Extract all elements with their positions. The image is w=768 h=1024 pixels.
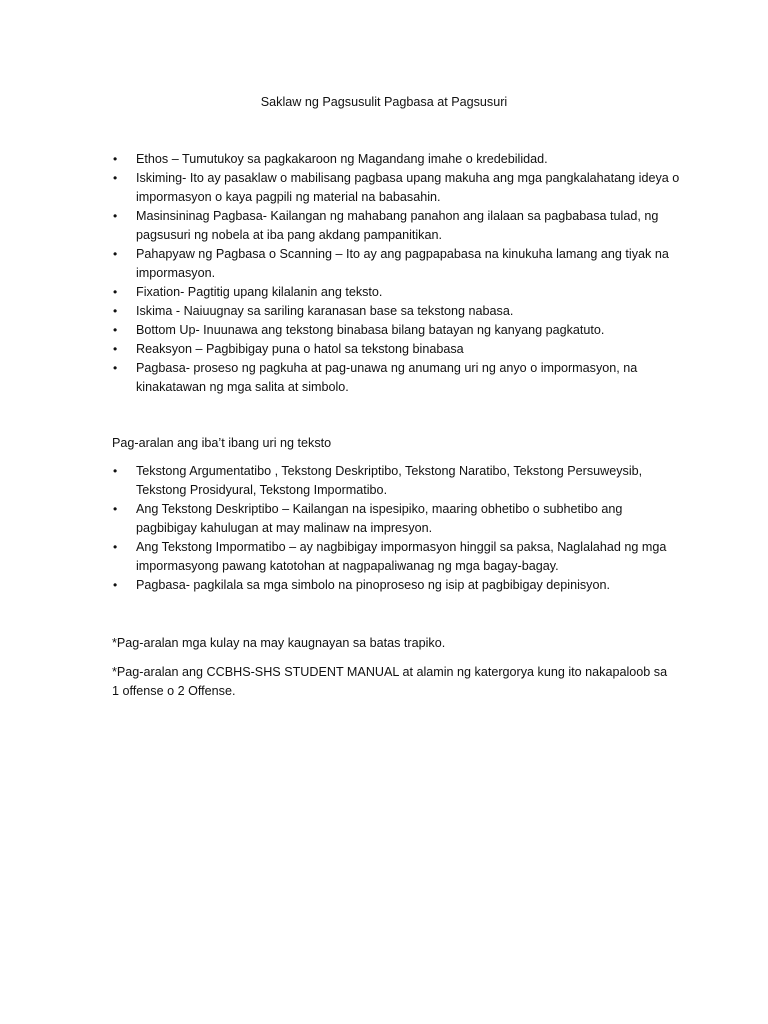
bullet-icon: • xyxy=(113,502,118,516)
list-item-text: Pagbasa- pagkilala sa mga simbolo na pinoproseso ng isip at pagbibigay depinisyon. xyxy=(136,578,610,592)
bullet-icon: • xyxy=(113,247,118,261)
list-item-text: Pagbasa- proseso ng pagkuha at pag-unawa ng anumang uri ng anyo o impormasyon, na kinakatawan ng mga salita at simbolo. xyxy=(136,361,638,394)
bullet-icon: • xyxy=(113,464,118,478)
list-item-text: Fixation- Pagtitig upang kilalanin ang teksto. xyxy=(136,285,383,299)
list-item-text: Pahapyaw ng Pagbasa o Scanning – Ito ay ang pagpapabasa na kinukuha lamang ang tiyak na impormasyon. xyxy=(136,247,669,280)
bullet-icon: • xyxy=(113,285,118,299)
list-item xyxy=(112,340,682,359)
bullet-icon: • xyxy=(113,171,118,185)
bullet-icon: • xyxy=(113,578,118,592)
list-item-text: Iskiming- Ito ay pasaklaw o mabilisang pagbasa upang makuha ang mga pangkalahatang ideya o impormasyon o kaya pagpili ng material na babasahin. xyxy=(136,171,680,204)
list-item xyxy=(112,462,682,500)
list-item xyxy=(112,207,682,245)
list-item xyxy=(112,283,682,302)
bullet-icon: • xyxy=(113,361,118,375)
list-item xyxy=(112,321,682,340)
list-item-text: Bottom Up- Inuunawa ang tekstong binabasa bilang batayan ng kanyang pagkatuto. xyxy=(136,323,605,337)
list-item xyxy=(112,169,682,207)
list-item-text: Tekstong Argumentatibo , Tekstong Deskriptibo, Tekstong Naratibo, Tekstong Persuweysib, Tekstong Prosidyural, Tekstong Impormatibo. xyxy=(136,464,643,497)
bullet-icon: • xyxy=(113,323,118,337)
bullet-icon: • xyxy=(113,304,118,318)
reading-terms-list xyxy=(112,150,682,397)
note-student-manual: *Pag-aralan ang CCBHS-SHS STUDENT MANUAL at alamin ng katergorya kung ito nakapaloob sa 1 offense o 2 Offense. xyxy=(112,665,668,698)
note-traffic-colors: *Pag-aralan mga kulay na may kaugnayan sa batas trapiko. xyxy=(112,636,446,650)
list-item-text: Iskima - Naiuugnay sa sariling karanasan base sa tekstong nabasa. xyxy=(136,304,514,318)
document-title: Saklaw ng Pagsusulit Pagbasa at Pagsusuri xyxy=(260,95,508,109)
bullet-icon: • xyxy=(113,152,118,166)
list-item xyxy=(112,359,682,397)
bullet-icon: • xyxy=(113,209,118,223)
list-item xyxy=(112,245,682,283)
list-item xyxy=(112,500,682,538)
section-heading: Pag-aralan ang iba’t ibang uri ng teksto xyxy=(112,436,332,450)
list-item xyxy=(112,302,682,321)
list-item xyxy=(112,538,682,576)
list-item-text: Reaksyon – Pagbibigay puna o hatol sa tekstong binabasa xyxy=(136,342,464,356)
text-types-list xyxy=(112,462,682,595)
list-item xyxy=(112,150,682,169)
list-item xyxy=(112,576,682,595)
bullet-icon: • xyxy=(113,342,118,356)
list-item-text: Ang Tekstong Impormatibo – ay nagbibigay impormasyon hinggil sa paksa, Naglalahad ng mga impormasyong pawang katotohan at nagpapaliwanag ng mga bagay-bagay. xyxy=(136,540,667,573)
list-item-text: Ethos – Tumutukoy sa pagkakaroon ng Magandang imahe o kredebilidad. xyxy=(136,152,548,166)
bullet-icon: • xyxy=(113,540,118,554)
list-item-text: Ang Tekstong Deskriptibo – Kailangan na ispesipiko, maaring obhetibo o subhetibo ang pagbibigay kahulugan at may malinaw na impresyon. xyxy=(136,502,623,535)
list-item-text: Masinsininag Pagbasa- Kailangan ng mahabang panahon ang ilalaan sa pagbabasa tulad, ng pagsusuri ng nobela at iba pang akdang pampanitikan. xyxy=(136,209,659,242)
